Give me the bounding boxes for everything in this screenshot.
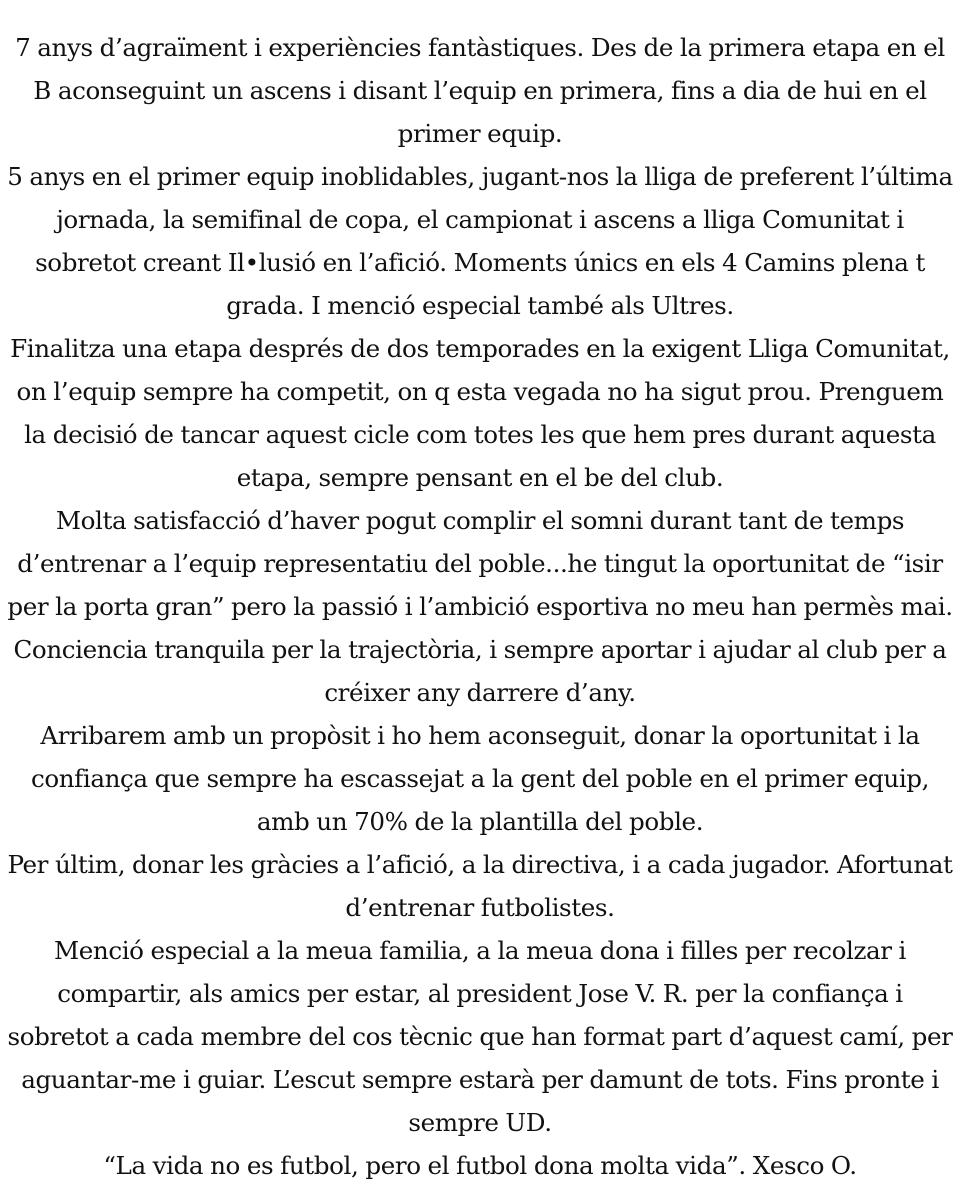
paragraph-gratitude: 7 anys d’agraïment i experiències fantàstiques. Des de la primera etapa en el B aconseguint un ascens i disant l’equip en primera, fins a dia de hui en el primer equip.: [15, 33, 945, 148]
farewell-letter: [0, 26, 960, 1187]
paragraph-thanks: Per últim, donar les gràcies a l’afició, a la directiva, i a cada jugador. Afortunat d’entrenar futbolistes.: [7, 850, 953, 922]
paragraph-special-mention: Menció especial a la meua familia, a la meua dona i filles per recolzar i compartir, als amics per estar, al president Jose V. R. per la confiança i sobretot a cada membre del cos tècnic que han format part d’aquest camí, per aguantar-me i guiar. L’escut sempre estarà per damunt de tots. Fins pronte i sempre UD.: [7, 936, 953, 1137]
paragraph-end-of-stage: Finalitza una etapa després de dos temporades en la exigent Lliga Comunitat, on l’equip sempre ha competit, on q esta vegada no ha sigut prou. Prenguem la decisió de tancar aquest cicle com totes les que hem pres durant aquesta etapa, sempre pensant en el be del club.: [10, 334, 950, 492]
paragraph-satisfaction: Molta satisfacció d’haver pogut complir el somni durant tant de temps d’entrenar a l’equip representatiu del poble...he tingut la oportunitat de “isir per la porta gran” pero la passió i l’ambició esportiva no meu han permès mai. Conciencia tranquila per la trajectòria, i sempre aportar i ajudar al club per a créixer any darrere d’any.: [7, 506, 953, 707]
paragraph-first-team-years: 5 anys en el primer equip inoblidables, jugant-nos la lliga de preferent l’última jornada, la semifinal de copa, el campionat i ascens a lliga Comunitat i sobretot creant Il•lusió en l’afició. Moments únics en els 4 Camins plena t grada. I menció especial també als Ultres.: [7, 162, 953, 320]
paragraph-purpose: Arribarem amb un propòsit i ho hem aconseguit, donar la oportunitat i la confiança que sempre ha escassejat a la gent del poble en el primer equip, amb un 70% de la plantilla del poble.: [30, 721, 930, 836]
closing-quote-signature: “La vida no es futbol, pero el futbol dona molta vida”. Xesco O.: [103, 1151, 857, 1180]
